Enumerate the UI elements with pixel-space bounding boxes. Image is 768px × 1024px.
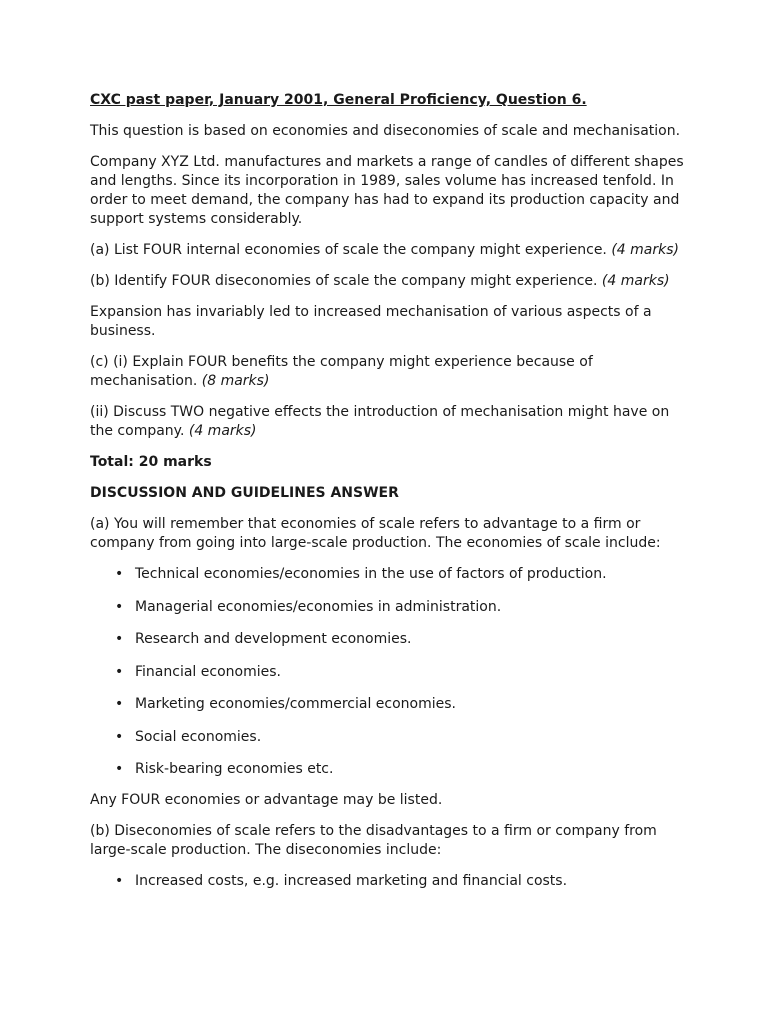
- question-c1-marks: (8 marks): [201, 373, 270, 389]
- list-item: • Risk-bearing economies etc.: [135, 760, 685, 779]
- list-item: • Social economies.: [135, 728, 685, 747]
- question-c2: [90, 403, 685, 441]
- total-marks: Total: 20 marks: [90, 454, 212, 470]
- answer-b-intro: (b) Diseconomies of scale refers to the disadvantages to a firm or company from large-scale production. The diseconomies include:: [90, 823, 657, 858]
- question-a: [90, 241, 685, 260]
- question-c2-text: (ii) Discuss TWO negative effects the introduction of mechanisation might have on the company.: [90, 404, 670, 439]
- list-item: • Increased costs, e.g. increased marketing and financial costs.: [135, 872, 685, 891]
- question-b-marks: (4 marks): [601, 273, 670, 289]
- question-b: [90, 272, 685, 291]
- list-item: • Financial economies.: [135, 663, 685, 682]
- list-item: • Marketing economies/commercial economies.: [135, 695, 685, 714]
- scenario-paragraph: Company XYZ Ltd. manufactures and markets a range of candles of different shapes and lengths. Since its incorporation in 1989, sales volume has increased tenfold. In order to meet demand, the company has had to expand its production capacity and support systems considerably.: [90, 154, 684, 227]
- list-item: • Research and development economies.: [135, 630, 685, 649]
- list-item: • Managerial economies/economies in administration.: [135, 598, 685, 617]
- economies-list: [90, 565, 685, 779]
- intro-paragraph: This question is based on economies and diseconomies of scale and mechanisation.: [90, 123, 681, 139]
- question-c1-text: (c) (i) Explain FOUR benefits the company might experience because of mechanisation.: [90, 354, 593, 389]
- question-b-text: (b) Identify FOUR diseconomies of scale the company might experience.: [90, 273, 598, 289]
- document-title: CXC past paper, January 2001, General Proficiency, Question 6.: [90, 92, 587, 108]
- question-a-marks: (4 marks): [611, 242, 679, 258]
- expansion-paragraph: Expansion has invariably led to increased mechanisation of various aspects of a business.: [90, 304, 652, 339]
- discussion-heading: DISCUSSION AND GUIDELINES ANSWER: [90, 485, 399, 501]
- answer-a-note: Any FOUR economies or advantage may be listed.: [90, 792, 443, 808]
- question-c1: [90, 353, 685, 391]
- answer-a-intro: (a) You will remember that economies of scale refers to advantage to a firm or company from going into large-scale production. The economies of scale include:: [90, 516, 661, 551]
- document-page: [90, 91, 685, 903]
- question-a-text: (a) List FOUR internal economies of scale the company might experience.: [90, 242, 607, 258]
- diseconomies-list: [90, 872, 685, 891]
- question-c2-marks: (4 marks): [188, 423, 257, 439]
- list-item: • Technical economies/economies in the use of factors of production.: [135, 565, 685, 584]
